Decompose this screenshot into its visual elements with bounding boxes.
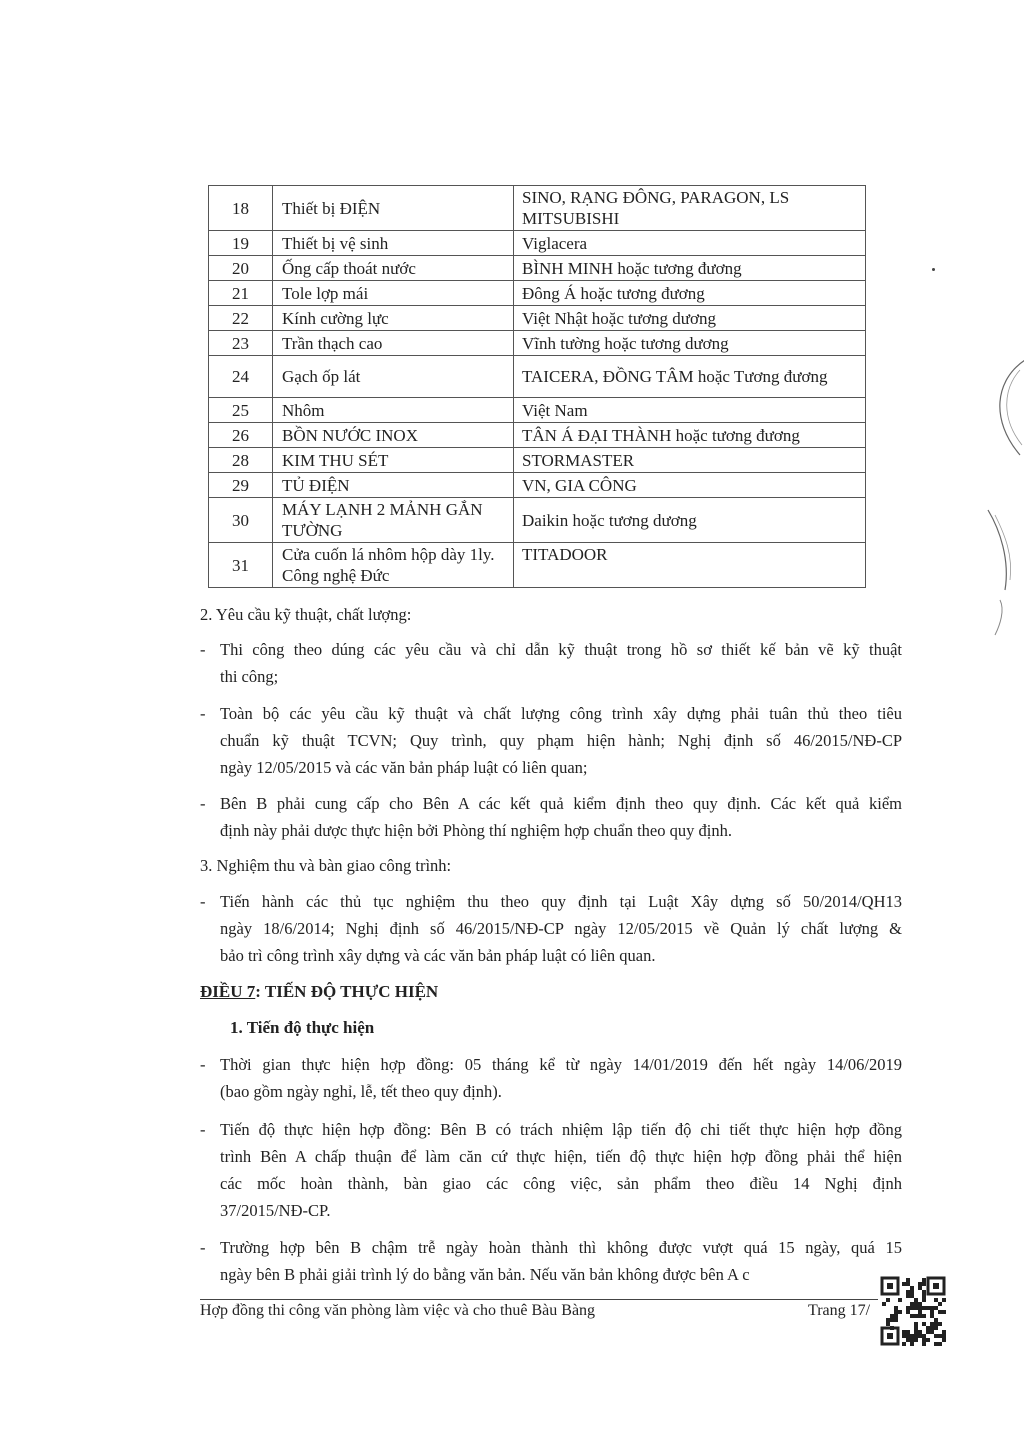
brand-cell: BÌNH MINH hoặc tương đương bbox=[514, 256, 866, 281]
brand-cell: Đông Á hoặc tương đương bbox=[514, 281, 866, 306]
brand-cell: Vĩnh tường hoặc tương dương bbox=[514, 331, 866, 356]
table-row bbox=[209, 256, 866, 281]
bullet-dash: - bbox=[200, 640, 206, 659]
table-row bbox=[209, 186, 866, 231]
footer-title: Hợp đồng thi công văn phòng làm việc và cho thuê Bàu Bàng bbox=[200, 1302, 596, 1319]
table-row bbox=[209, 543, 866, 588]
footer-divider bbox=[200, 1299, 878, 1300]
row-number-cell: 25 bbox=[209, 398, 273, 423]
item-name-cell: Ống cấp thoát nước bbox=[273, 256, 514, 281]
item-name-cell: BỒN NƯỚC INOX bbox=[273, 423, 514, 448]
scan-speck bbox=[932, 268, 935, 271]
brand-cell: TÂN Á ĐẠI THÀNH hoặc tương đương bbox=[514, 423, 866, 448]
item-name-cell: Tole lợp mái bbox=[273, 281, 514, 306]
row-number-cell: 29 bbox=[209, 473, 273, 498]
paragraph-line: ngày 12/05/2015 và các văn bản pháp luật có liên quan; bbox=[220, 758, 588, 777]
item-name-cell: MÁY LẠNH 2 MẢNH GẮN TƯỜNG bbox=[273, 498, 514, 543]
paragraph-line: Tiến hành các thủ tục nghiệm thu theo quy định tại Luật Xây dựng số 50/2014/QH13 bbox=[220, 892, 902, 911]
brand-cell: SINO, RẠNG ĐÔNG, PARAGON, LS MITSUBISHI bbox=[514, 186, 866, 231]
paragraph-line: các mốc hoàn thành, bàn giao các công việc, sản phẩm theo điều 14 Nghị định bbox=[220, 1174, 902, 1193]
row-number-cell: 21 bbox=[209, 281, 273, 306]
brand-cell: STORMASTER bbox=[514, 448, 866, 473]
item-name-cell: Thiết bị vệ sinh bbox=[273, 231, 514, 256]
row-number-cell: 24 bbox=[209, 356, 273, 398]
paragraph-line: (bao gồm ngày nghỉ, lễ, tết theo quy định). bbox=[220, 1082, 502, 1101]
table-row bbox=[209, 473, 866, 498]
qr-code-icon bbox=[880, 1276, 946, 1346]
brand-cell: Việt Nam bbox=[514, 398, 866, 423]
section-title-text: 3. Nghiệm thu và bàn giao công trình: bbox=[200, 856, 452, 875]
article-title: : TIẾN ĐỘ THỰC HIỆN bbox=[255, 982, 439, 1001]
paragraph-line: Thời gian thực hiện hợp đồng: 05 tháng kể từ ngày 14/01/2019 đến hết ngày 14/06/2019 bbox=[220, 1055, 902, 1074]
row-number-cell: 28 bbox=[209, 448, 273, 473]
row-number-cell: 18 bbox=[209, 186, 273, 231]
row-number-cell: 30 bbox=[209, 498, 273, 543]
paragraph-line: Thi công theo dúng các yêu cầu và chỉ dẫn kỹ thuật trong hồ sơ thiết kế bản vẽ kỹ thuật bbox=[220, 640, 902, 659]
article-7-subheading: 1. Tiến độ thực hiện bbox=[230, 1018, 375, 1037]
paragraph-line: ngày bên B phải giải trình lý do bằng văn bản. Nếu văn bản không được bên A c bbox=[220, 1265, 750, 1284]
footer-page-number: Trang 17/ bbox=[808, 1302, 871, 1319]
row-number-cell: 22 bbox=[209, 306, 273, 331]
brand-cell: Việt Nhật hoặc tương dương bbox=[514, 306, 866, 331]
row-number-cell: 19 bbox=[209, 231, 273, 256]
paragraph-line: Bên B phải cung cấp cho Bên A các kết quả kiểm định theo quy định. Các kết quả kiểm bbox=[220, 794, 902, 813]
brand-cell: Daikin hoặc tương dương bbox=[514, 498, 866, 543]
table-row bbox=[209, 231, 866, 256]
table-row bbox=[209, 423, 866, 448]
bullet-dash: - bbox=[200, 1120, 206, 1139]
table-row bbox=[209, 331, 866, 356]
table-row bbox=[209, 498, 866, 543]
brand-cell: TITADOOR bbox=[514, 543, 866, 588]
bullet-dash: - bbox=[200, 704, 206, 723]
brand-cell: TAICERA, ĐỒNG TÂM hoặc Tương đương bbox=[514, 356, 866, 398]
article-label: ĐIỀU 7 bbox=[200, 982, 256, 1001]
item-name-cell: Nhôm bbox=[273, 398, 514, 423]
paragraph-line: 37/2015/NĐ-CP. bbox=[220, 1201, 331, 1220]
item-name-cell: Trần thạch cao bbox=[273, 331, 514, 356]
item-name-cell: Cửa cuốn lá nhôm hộp dày 1ly. Công nghệ Đức bbox=[273, 543, 514, 588]
item-name-cell: Thiết bị ĐIỆN bbox=[273, 186, 514, 231]
bullet-dash: - bbox=[200, 892, 206, 911]
table-row bbox=[209, 281, 866, 306]
article-7-heading bbox=[200, 982, 438, 1002]
bullet-dash: - bbox=[200, 794, 206, 813]
row-number-cell: 31 bbox=[209, 543, 273, 588]
paragraph-line: Trường hợp bên B chậm trễ ngày hoàn thành thì không được vượt quá 15 ngày, quá 15 bbox=[220, 1238, 902, 1257]
paragraph-line: trình Bên A chấp thuận để làm căn cứ thực hiện, tiến độ thực hiện hợp đồng phải thể hiện bbox=[220, 1147, 902, 1166]
table-row bbox=[209, 448, 866, 473]
paragraph-line: Toàn bộ các yêu cầu kỹ thuật và chất lượng công trình xây dựng phải tuân thủ theo tiêu bbox=[220, 704, 902, 723]
item-name-cell: Kính cường lực bbox=[273, 306, 514, 331]
row-number-cell: 20 bbox=[209, 256, 273, 281]
row-number-cell: 26 bbox=[209, 423, 273, 448]
table-row bbox=[209, 306, 866, 331]
row-number-cell: 23 bbox=[209, 331, 273, 356]
brand-cell: VN, GIA CÔNG bbox=[514, 473, 866, 498]
table-row bbox=[209, 398, 866, 423]
paragraph-line: Tiến độ thực hiện hợp đồng: Bên B có trách nhiệm lập tiến độ chi tiết thực hiện hợp đồng bbox=[220, 1120, 902, 1139]
bullet-dash: - bbox=[200, 1238, 206, 1257]
brand-cell: Viglacera bbox=[514, 231, 866, 256]
paragraph-line: ngày 18/6/2014; Nghị định số 46/2015/NĐ-CP ngày 12/05/2015 về Quản lý chất lượng & bbox=[220, 919, 902, 938]
paragraph-line: chuẩn kỹ thuật TCVN; Quy trình, quy phạm hiện hành; Nghị định số 46/2015/NĐ-CP bbox=[220, 731, 902, 750]
paragraph-line: định này phải dược thực hiện bởi Phòng thí nghiệm hợp chuẩn theo quy định. bbox=[220, 821, 732, 840]
paragraph-line: thi công; bbox=[220, 667, 279, 686]
materials-table bbox=[208, 185, 866, 588]
table-row bbox=[209, 356, 866, 398]
item-name-cell: Gạch ốp lát bbox=[273, 356, 514, 398]
bullet-dash: - bbox=[200, 1055, 206, 1074]
item-name-cell: KIM THU SÉT bbox=[273, 448, 514, 473]
item-name-cell: TỦ ĐIỆN bbox=[273, 473, 514, 498]
paragraph-line: bảo trì công trình xây dựng và các văn bản pháp luật có liên quan. bbox=[220, 946, 656, 965]
partial-seal-stamp bbox=[980, 350, 1024, 650]
section-title-text: 2. Yêu cầu kỹ thuật, chất lượng: bbox=[200, 605, 412, 624]
